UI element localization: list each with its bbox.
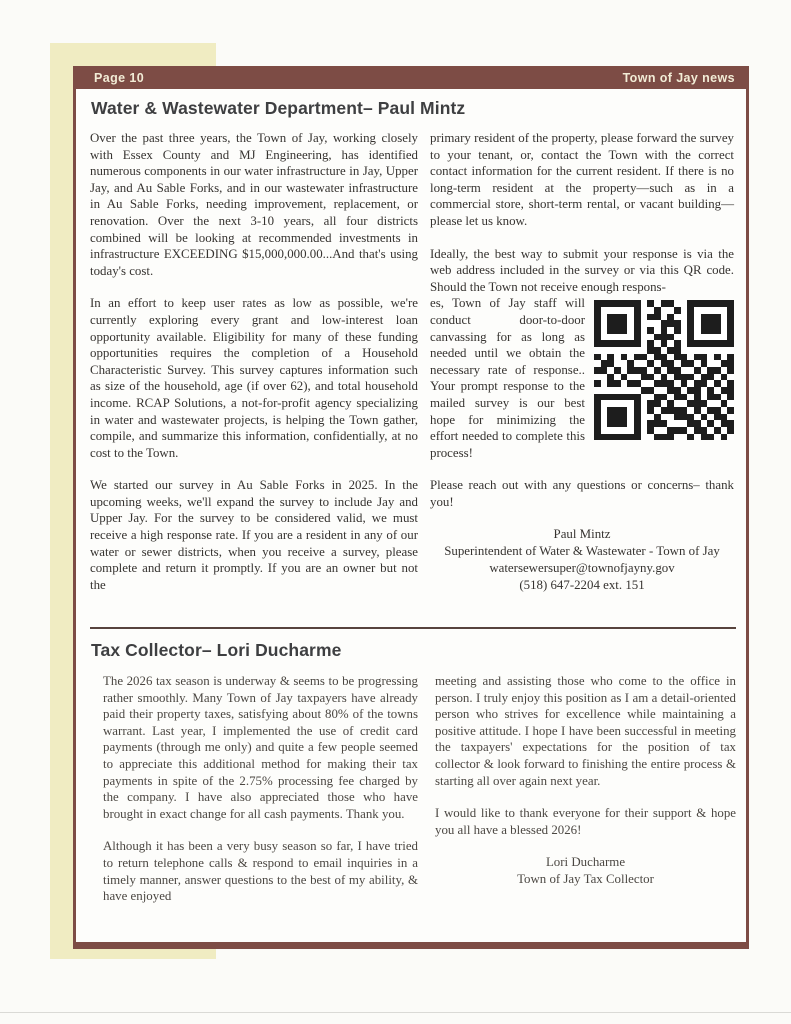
article-tax-collector: [76, 632, 746, 921]
signature-email: watersewersuper@townofjayny.gov: [489, 561, 675, 576]
article-divider-rule: [90, 627, 736, 629]
water-left-paragraph-1: Over the past three years, the Town of Jay, working closely with Essex County and MJ Engineering, has identified numerous components in our water infrastructure in Jay, Upper Jay, and Au Sable Forks, and in our wastewater infrastructure in Au Sable Forks, needing improvement, replacement, or renovation. Over the next 3-10 years, all four districts combined will be looking at recommended investments in infrastructure EXCEEDING $15,000,000.00...And that's using today's cost.: [90, 131, 418, 278]
water-right-paragraph-1: primary resident of the property, please forward the survey to your tenant, or, contact the Town with the correct contact information for the current resident. If there is no long-term resident at the property—such as in a commercial store, short-term rental, or vacant building—please let us know.: [430, 131, 734, 228]
signature-name: Lori Ducharme: [545, 855, 626, 870]
water-column-right: [430, 130, 734, 609]
signature-phone: (518) 647-2204 ext. 151: [519, 578, 645, 593]
water-left-paragraph-2: In an effort to keep user rates as low as possible, we're currently exploring every grant and low-interest loan opportunity available. Eligibility for many of these funding opportunities requires the completion of a Household Characteristic Survey. This survey captures information such as size of the household, age (if over 62), and total household income. RCAP Solutions, a not-for-profit agency specializing in water and wastewater projects, is helping the Town gather, compile, and summarize this information, confidentially, at no cost to the Town.: [90, 296, 418, 460]
water-left-paragraph-3: We started our survey in Au Sable Forks in 2025. In the upcoming weeks, we'll expand the survey to include Jay and Upper Jay. For the survey to be considered valid, we must receive a high response rate. If you are a resident in any of our water or sewer districts, when you receive a survey, please complete and return it promptly. If you are an owner but not the: [90, 478, 418, 592]
tax-left-paragraph-1: The 2026 tax season is underway & seems to be progressing rather smoothly. Many Town of Jay taxpayers have already paid their property taxes, satisfying about 80% of the towns warrant. Last year, I implemented the use of credit card payments (through me only) and quite a few people seemed to appreciate this additional method for making their tax payments in spite of the 2.75% processing fee charged by the company. I have also appreciated those who have brought in exact change for all cash payments. Thank you.: [103, 674, 418, 821]
signature-title: Superintendent of Water & Wastewater - Town of Jay: [444, 544, 720, 559]
page-header-bar: [73, 66, 749, 89]
article-water-columns: [90, 130, 734, 609]
article-tax-columns: [90, 673, 736, 921]
water-signature-block: [430, 526, 734, 594]
page-number-label: Page 10: [94, 70, 145, 85]
tax-left-paragraph-2: Although it has been a very busy season so far, I have tried to return telephone calls & respond to email inquiries in a timely manner, answer questions to the best of my ability, & have enjoyed: [103, 839, 418, 904]
water-right-paragraph-3: Please reach out with any questions or concerns– thank you!: [430, 478, 734, 509]
scan-artifact-line: [0, 1012, 791, 1013]
article-water-wastewater: [76, 98, 746, 609]
water-right-paragraph-2-intro: Ideally, the best way to submit your response is via the web address included in the survey or via this QR code. Should the Town not receive enough respons-: [430, 246, 734, 294]
newsletter-page: [73, 66, 749, 949]
tax-right-paragraph-2: I would like to thank everyone for their support & hope you all have a blessed 2026!: [435, 806, 736, 837]
signature-name: Paul Mintz: [553, 527, 611, 542]
water-right-paragraph-2-beside-qr: es, Town of Jay staff will conduct door-to-door canvassing for as long as needed until we obtain the necessary rate of response.. Your prompt response to the mailed survey is our best hope for minimizing the effort needed to complete this process!: [430, 296, 585, 460]
tax-column-left: [103, 673, 418, 921]
article-title-water: Water & Wastewater Department– Paul Mintz: [91, 98, 466, 118]
newsletter-title: Town of Jay news: [622, 70, 735, 85]
tax-right-paragraph-1: meeting and assisting those who come to the office in person. I truly enjoy this position as I am a detail-oriented person who strives for excellence while maintaining a positive attitude. I hope I have been successful in meeting the taxpayers' expectations for the position of tax collector & look forward to finishing the entire process & starting all over again next year.: [435, 674, 736, 788]
tax-signature-block: [435, 854, 736, 888]
water-column-left: [90, 130, 418, 609]
article-title-tax: Tax Collector– Lori Ducharme: [91, 640, 342, 660]
survey-qr-code: [594, 300, 734, 440]
qr-text-wrap-row: [430, 295, 734, 461]
signature-title: Town of Jay Tax Collector: [517, 872, 654, 887]
tax-column-right: [435, 673, 736, 921]
